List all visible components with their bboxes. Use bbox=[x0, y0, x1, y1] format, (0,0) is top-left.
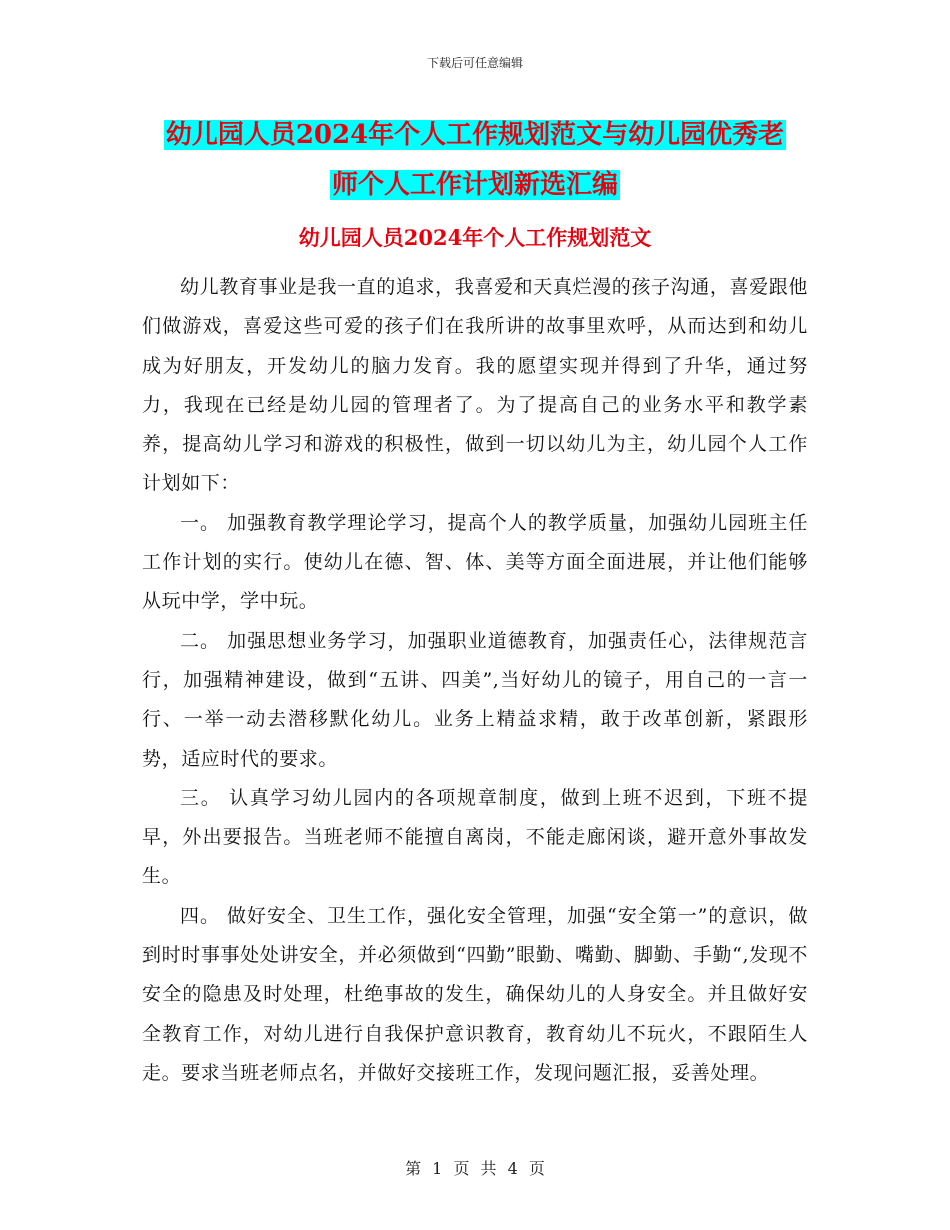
paragraph-item-3: 三。 认真学习幼儿园内的各项规章制度，做到上班不迟到，下班不提早，外出要报告。当班老师不能擅自离岗，不能走廊闲谈，避开意外事故发生。 bbox=[142, 786, 808, 888]
page-header: 下载后可任意编辑 bbox=[426, 56, 523, 70]
title-line-2: 师个人工作计划新选汇编 bbox=[331, 170, 618, 200]
body-text bbox=[142, 268, 808, 1093]
paragraph-item-1: 一。 加强教育教学理论学习，提高个人的教学质量，加强幼儿园班主任工作计划的实行。使幼儿在德、智、体、美等方面全面进展，并让他们能够从玩中学，学中玩。 bbox=[142, 511, 808, 613]
paragraph-item-2: 二。 加强思想业务学习，加强职业道德教育，加强责任心，法律规范言行，加强精神建设，做到“五讲、四美”,当好幼儿的镜子，用自己的一言一行、一举一动去潜移默化幼儿。业务上精益求精，敢于改革创新，紧跟形势，适应时代的要求。 bbox=[142, 629, 808, 770]
section-title: 幼儿园人员2024年个人工作规划范文 bbox=[298, 225, 652, 250]
paragraph-item-4: 四。 做好安全、卫生工作，强化安全管理，加强“安全第一”的意识，做到时时事事处处讲安全，并必须做到“四勤”眼勤、嘴勤、脚勤、手勤“,发现不安全的隐患及时处理，杜绝事故的发生，确保幼儿的人身安全。并且做好安全教育工作，对幼儿进行自我保护意识教育，教育幼儿不玩火，不跟陌生人走。要求当班老师点名，并做好交接班工作，发现问题汇报，妥善处理。 bbox=[142, 904, 808, 1084]
document-title bbox=[140, 110, 810, 210]
paragraph-intro: 幼儿教育事业是我一直的追求，我喜爱和天真烂漫的孩子沟通，喜爱跟他们做游戏，喜爱这些可爱的孩子们在我所讲的故事里欢呼，从而达到和幼儿成为好朋友，开发幼儿的脑力发育。我的愿望实现并得到了升华，通过努力，我现在已经是幼儿园的管理者了。为了提高自己的业务水平和教学素养，提高幼儿学习和游戏的积极性，做到一切以幼儿为主，幼儿园个人工作计划如下： bbox=[142, 276, 808, 495]
page-footer: 第 1 页 共 4 页 bbox=[405, 1159, 545, 1178]
title-line-1: 幼儿园人员2024年个人工作规划范文与幼儿园优秀老 bbox=[165, 120, 785, 150]
